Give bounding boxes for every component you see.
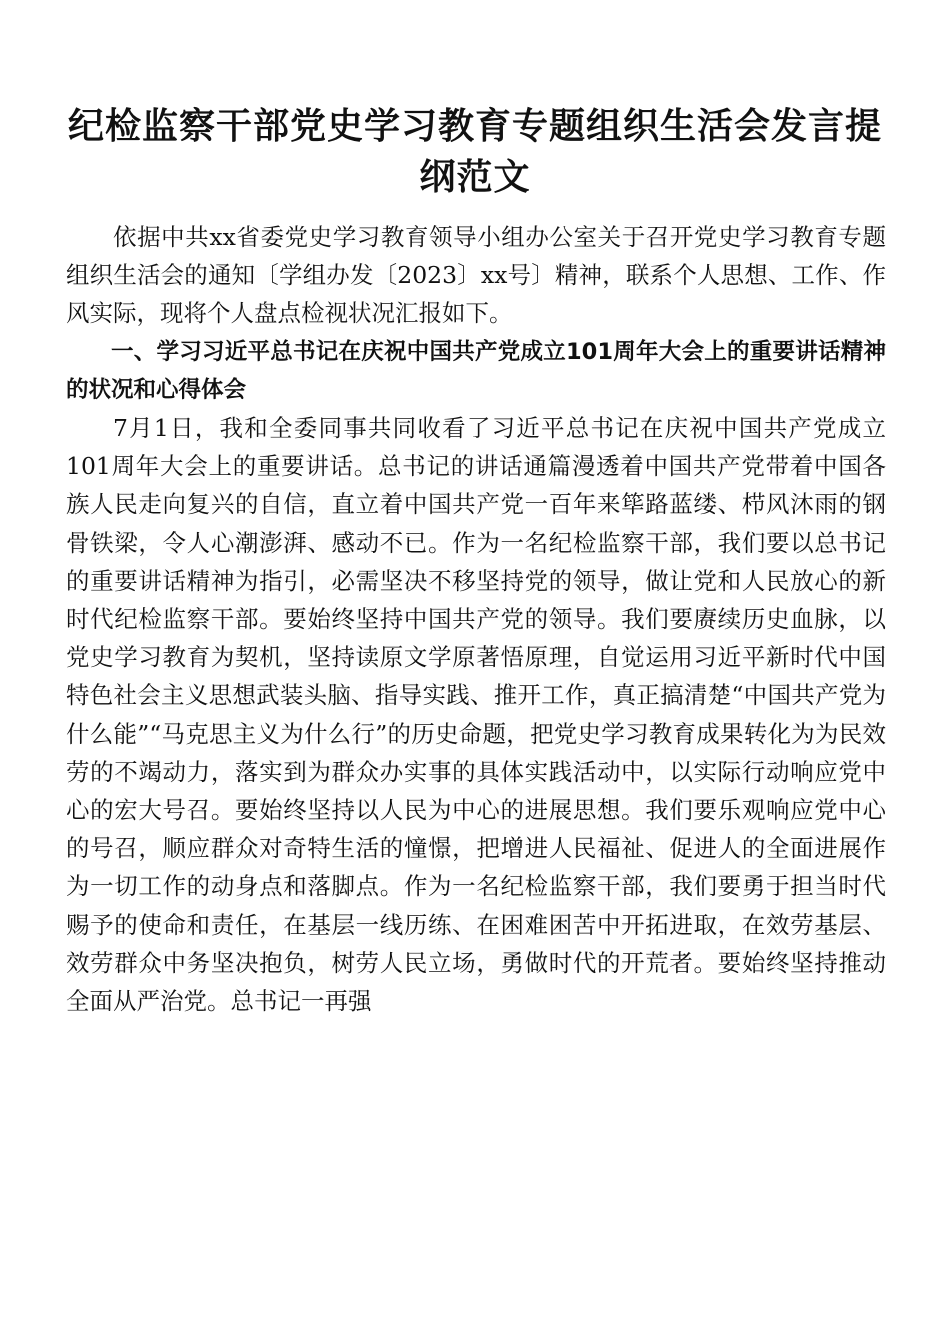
section-heading: 一、学习习近平总书记在庆祝中国共产党成立101周年大会上的重要讲话精神的状况和心得体会 xyxy=(66,338,886,403)
document-title: 纪检监察干部党史学习教育专题组织生活会发言提纲范文 xyxy=(67,106,882,198)
intro-paragraph: 依据中共xx省委党史学习教育领导小组办公室关于召开党史学习教育专题组织生活会的通知〔学组办发〔2023〕xx号〕精神，联系个人思想、工作、作风实际，现将个人盘点检视状况汇报如下。 xyxy=(66,223,886,328)
document-body xyxy=(66,218,886,1020)
body-paragraph: 7月1日，我和全委同事共同收看了习近平总书记在庆祝中国共产党成立101周年大会上的重要讲话。总书记的讲话通篇漫透着中国共产党带着中国各族人民走向复兴的自信，直立着中国共产党一百年来筚路蓝缕、栉风沐雨的钢骨铁梁，令人心潮澎湃、感动不已。作为一名纪检监察干部，我们要以总书记的重要讲话精神为指引，必需坚决不移坚持党的领导，做让党和人民放心的新时代纪检监察干部。要始终坚持中国共产党的领导。我们要赓续历史血脉，以党史学习教育为契机，坚持读原文学原著悟原理，自觉运用习近平新时代中国特色社会主义思想武装头脑、指导实践、推开工作，真正搞清楚“中国共产党为什么能”“马克思主义为什么行”的历史命题，把党史学习教育成果转化为为民效劳的不竭动力，落实到为群众办实事的具体实践活动中，以实际行动响应党中心的宏大号召。要始终坚持以人民为中心的进展思想。我们要乐观响应党中心的号召，顺应群众对奇特生活的憧憬，把增进人民福祉、促进人的全面进展作为一切工作的动身点和落脚点。作为一名纪检监察干部，我们要勇于担当时代赐予的使命和责任，在基层一线历练、在困难困苦中开拓进取，在效劳基层、效劳群众中务坚决抱负，树劳人民立场，勇做时代的开荒者。要始终坚持推动全面从严治党。总书记一再强 xyxy=(66,414,886,1016)
